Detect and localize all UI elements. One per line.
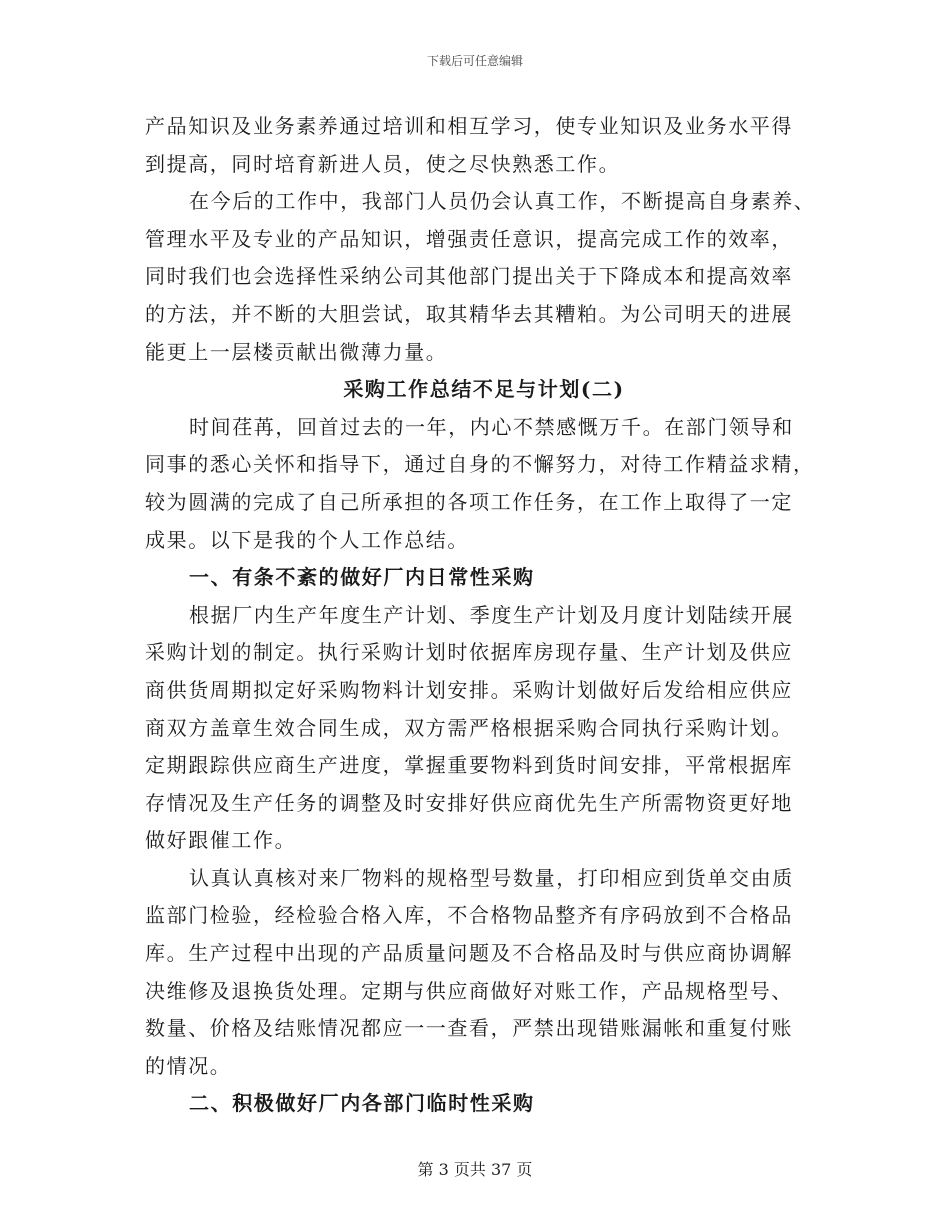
paragraph-line: 的情况。 (145, 1053, 232, 1078)
section-title: 采购工作总结不足与计划(二) (343, 377, 625, 402)
paragraph-line: 的方法，并不断的大胆尝试，取其精华去其糟粕。为公司明天的进展 (145, 301, 793, 326)
section-heading-2: 二、积极做好厂内各部门临时性采购 (189, 1091, 535, 1116)
paragraph-line: 做好跟催工作。 (145, 828, 297, 853)
paragraph-line: 商双方盖章生效合同生成，双方需严格根据采购合同执行采购计划。 (145, 715, 793, 740)
paragraph-line: 同事的悉心关怀和指导下，通过自身的不懈努力，对待工作精益求精， (145, 452, 815, 477)
paragraph-line: 在今后的工作中，我部门人员仍会认真工作，不断提高自身素养、 (189, 189, 816, 214)
paragraph-line: 同时我们也会选择性采纳公司其他部门提出关于下降成本和提高效率 (145, 264, 793, 289)
paragraph-line: 产品知识及业务素养通过培训和相互学习，使专业知识及业务水平得 (145, 114, 793, 138)
paragraph-line: 能更上一层楼贡献出微薄力量。 (145, 339, 448, 364)
paragraph-line: 到提高，同时培育新进人员，使之尽快熟悉工作。 (145, 151, 621, 176)
page-header: 下载后可任意编辑 (426, 54, 523, 68)
paragraph-line: 数量、价格及结账情况都应一一查看，严禁出现错账漏帐和重复付账 (145, 1016, 793, 1041)
paragraph-line: 时间荏苒，回首过去的一年，内心不禁感慨万千。在部门领导和 (189, 414, 794, 439)
paragraph-line: 库。生产过程中出现的产品质量问题及不合格品及时与供应商协调解 (145, 941, 793, 966)
paragraph-line: 采购计划的制定。执行采购计划时依据库房现存量、生产计划及供应 (145, 640, 793, 665)
paragraph-line: 较为圆满的完成了自己所承担的各项工作任务，在工作上取得了一定 (145, 489, 793, 514)
paragraph-line: 定期跟踪供应商生产进度，掌握重要物料到货时间安排，平常根据库 (145, 753, 793, 778)
paragraph-line: 认真认真核对来厂物料的规格型号数量，打印相应到货单交由质 (189, 865, 794, 890)
section-heading-1: 一、有条不紊的做好厂内日常性采购 (189, 565, 535, 590)
document-body (145, 108, 815, 1123)
paragraph-line: 根据厂内生产年度生产计划、季度生产计划及月度计划陆续开展 (189, 602, 794, 627)
page-footer: 第 3 页共 37 页 (417, 1160, 533, 1179)
paragraph-line: 监部门检验，经检验合格入库，不合格物品整齐有序码放到不合格品 (145, 903, 793, 928)
paragraph-line: 决维修及退换货处理。定期与供应商做好对账工作，产品规格型号、 (145, 978, 793, 1003)
paragraph-line: 商供货周期拟定好采购物料计划安排。采购计划做好后发给相应供应 (145, 677, 793, 702)
paragraph-line: 成果。以下是我的个人工作总结。 (145, 527, 469, 552)
paragraph-line: 存情况及生产任务的调整及时安排好供应商优先生产所需物资更好地 (145, 790, 793, 815)
paragraph-line: 管理水平及专业的产品知识，增强责任意识，提高完成工作的效率， (145, 226, 793, 251)
